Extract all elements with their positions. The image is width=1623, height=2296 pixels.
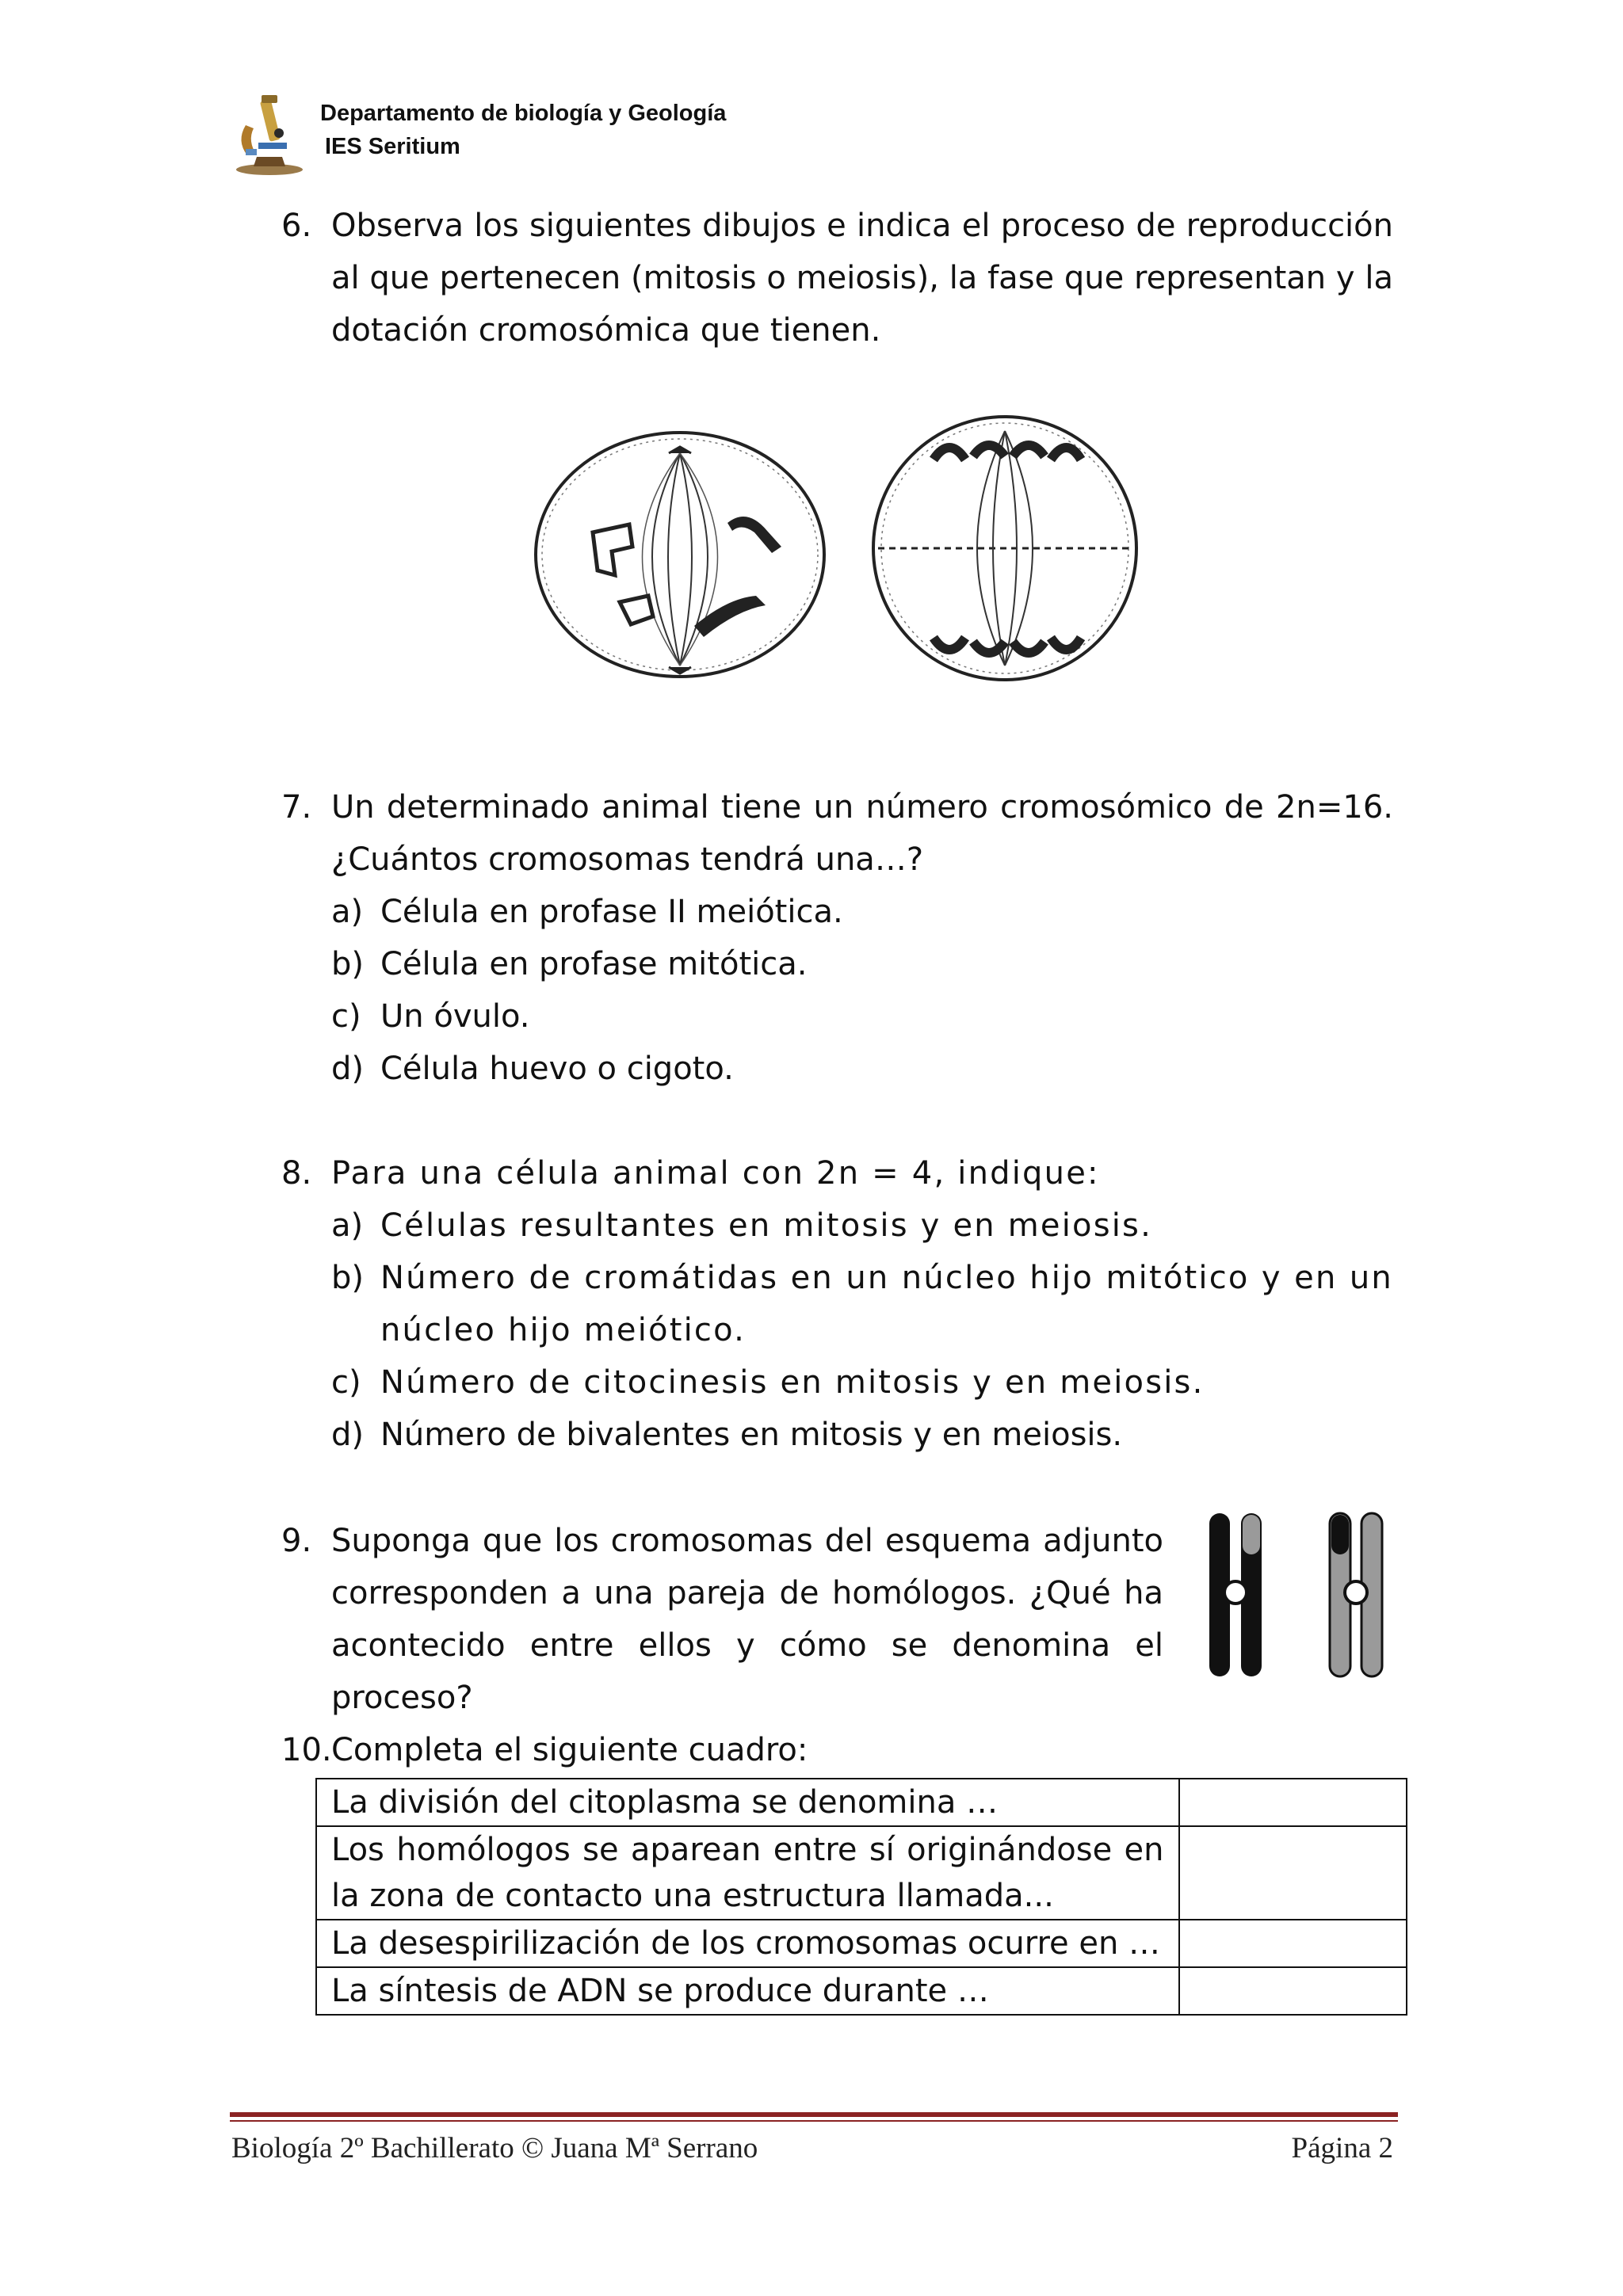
table-answer-cell[interactable]	[1179, 1920, 1407, 1967]
q7-text: Un determinado animal tiene un número cromosómico de 2n=16. ¿Cuántos cromosomas tendrá una…?	[331, 789, 1393, 878]
q7-number: 7.	[281, 789, 312, 826]
table-answer-cell[interactable]	[1179, 1826, 1407, 1920]
table-answer-cell[interactable]	[1179, 1967, 1407, 2015]
q7-item-b-letter: b)	[331, 946, 364, 982]
q10-number: 10.	[281, 1732, 332, 1768]
homologous-chromosomes-diagram	[1203, 1510, 1393, 1680]
q8-item-a-letter: a)	[331, 1207, 364, 1244]
q9-number: 9.	[281, 1523, 312, 1559]
q8-item-d-text: Número de bivalentes en mitosis y en meiosis.	[380, 1417, 1123, 1453]
completion-table	[315, 1778, 1407, 2016]
q7-item-a-text: Célula en profase II meiótica.	[380, 894, 843, 930]
school-name: IES Seritium	[325, 134, 460, 159]
q7-item-d-text: Célula huevo o cigoto.	[380, 1051, 734, 1087]
chromosome-left	[1209, 1513, 1262, 1676]
footer-left: Biología 2º Bachillerato © Juana Mª Serrano	[231, 2132, 758, 2164]
q8-number: 8.	[281, 1155, 312, 1192]
table-prompt-cell: La desespirilización de los cromosomas ocurre en …	[316, 1920, 1179, 1967]
page-number: Página 2	[1291, 2132, 1393, 2164]
footer-rule	[230, 2112, 1398, 2117]
q7-item-d-letter: d)	[331, 1051, 364, 1087]
q8-item-c-letter: c)	[331, 1364, 361, 1401]
q6-text: Observa los siguientes dibujos e indica el proceso de reproducción al que pertenecen (mitosis o meiosis), la fase que representan y la dotación cromosómica que tienen.	[331, 208, 1393, 349]
footer-rule-thin	[230, 2120, 1398, 2122]
cell-drawings-figure	[529, 412, 1148, 697]
q8-item-b-letter: b)	[331, 1260, 364, 1296]
table-row	[316, 1920, 1407, 1967]
q10-text: Completa el siguiente cuadro:	[331, 1732, 808, 1768]
table-prompt-cell: Los homólogos se aparean entre sí originándose en la zona de contacto una estructura llamada...	[316, 1826, 1179, 1920]
q8-item-d-letter: d)	[331, 1417, 364, 1453]
right-cell-drawing	[873, 417, 1136, 680]
q7-item-a-letter: a)	[331, 894, 364, 930]
left-cell-drawing	[536, 433, 824, 677]
q9-text: Suponga que los cromosomas del esquema adjunto corresponden a una pareja de homólogos. ¿Qué ha acontecido entre ellos y cómo se denomina el proceso?	[331, 1523, 1163, 1716]
department-name: Departamento de biología y Geología	[320, 101, 727, 126]
table-prompt-cell: La síntesis de ADN se produce durante …	[316, 1967, 1179, 2015]
q8-item-a-text: Células resultantes en mitosis y en meiosis.	[380, 1207, 1153, 1244]
q8-item-b-text: Número de cromátidas en un núcleo hijo mitótico y en un núcleo hijo meiótico.	[380, 1260, 1393, 1348]
microscope-logo-icon	[230, 93, 306, 176]
chromosome-right	[1330, 1513, 1382, 1676]
table-answer-cell[interactable]	[1179, 1779, 1407, 1826]
table-row	[316, 1826, 1407, 1920]
q6-number: 6.	[281, 208, 312, 244]
q7-item-c-letter: c)	[331, 998, 361, 1035]
table-row	[316, 1779, 1407, 1826]
q7-item-b-text: Célula en profase mitótica.	[380, 946, 808, 982]
q7-item-c-text: Un óvulo.	[380, 998, 530, 1035]
q8-text: Para una célula animal con 2n = 4, indique:	[331, 1155, 1100, 1192]
q8-item-c-text: Número de citocinesis en mitosis y en meiosis.	[380, 1364, 1205, 1401]
table-row	[316, 1967, 1407, 2015]
cell-drawings	[529, 412, 1148, 697]
table-prompt-cell: La división del citoplasma se denomina …	[316, 1779, 1179, 1826]
